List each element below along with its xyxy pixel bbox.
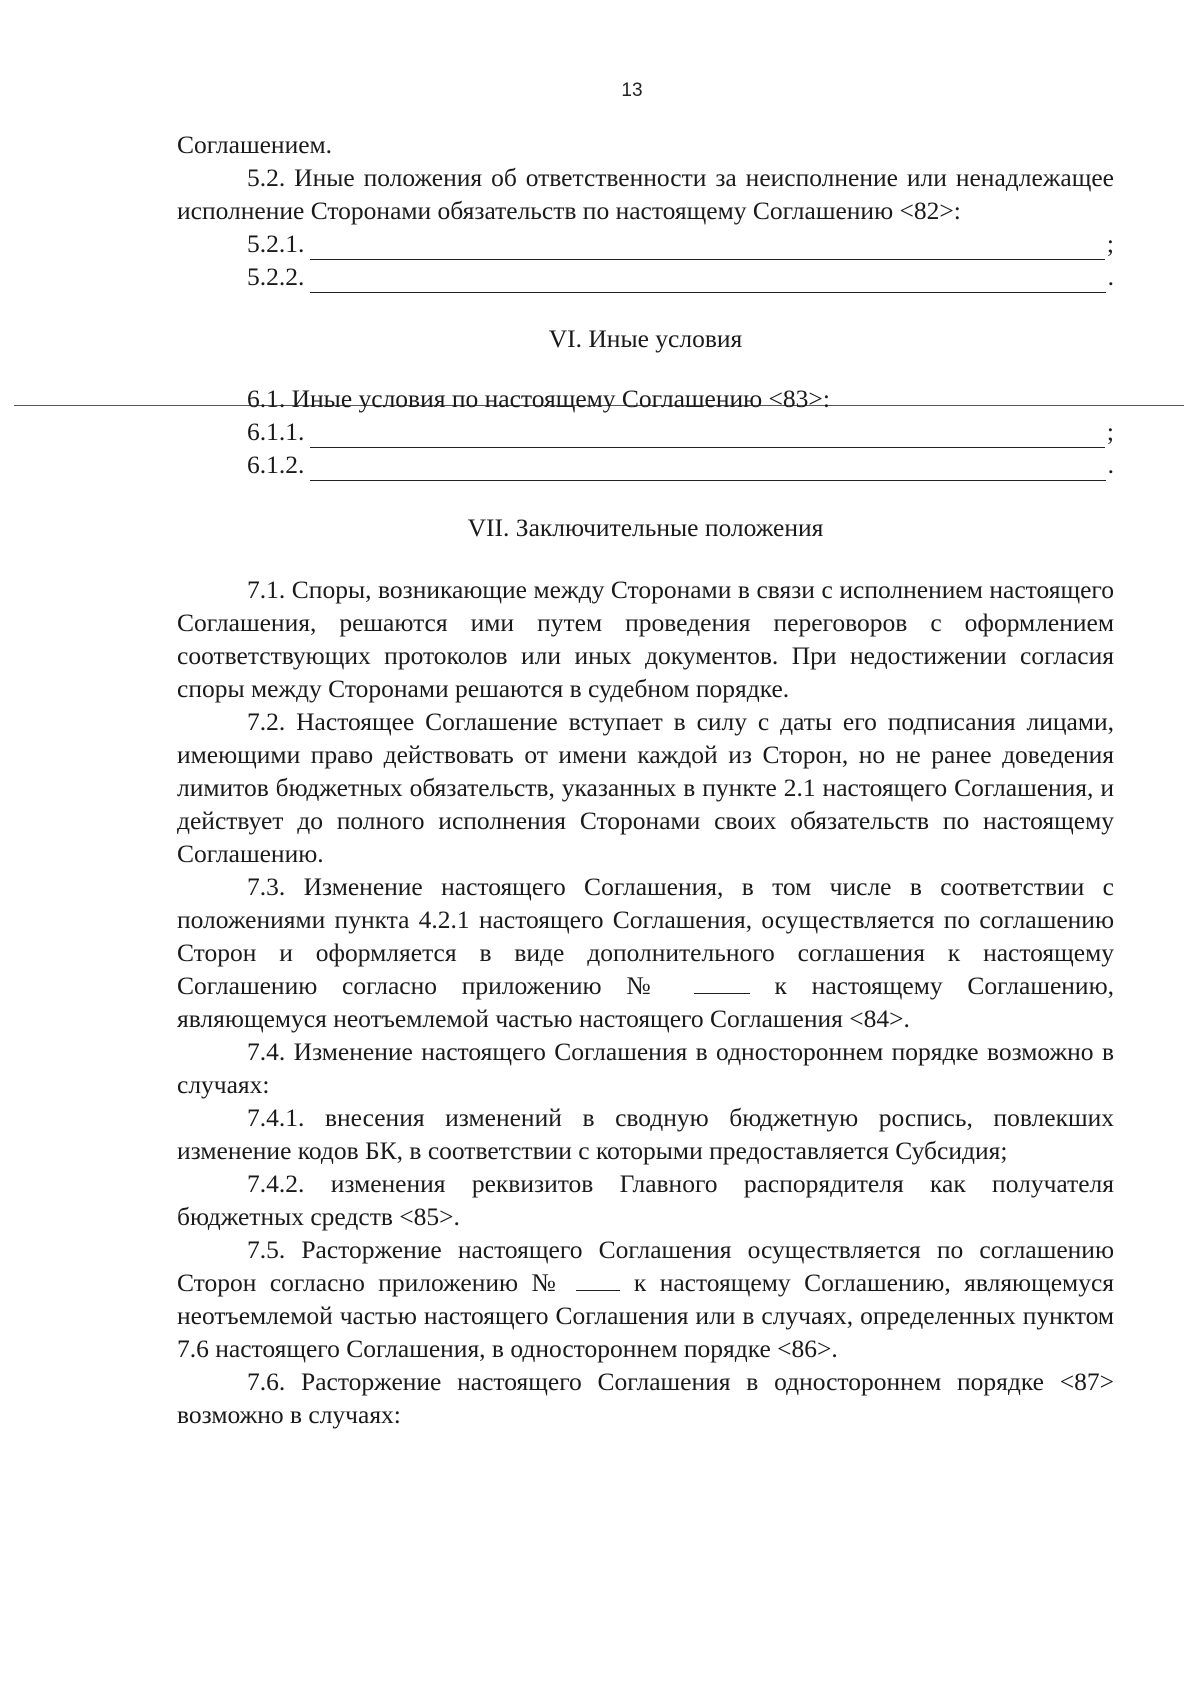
item-end: . (1107, 262, 1114, 291)
paragraph-7-3 (177, 870, 1114, 1035)
item-number: 5.2.2. (247, 262, 305, 291)
item-number: 6.1.1. (247, 417, 305, 446)
blank-line-6-1-1 (177, 415, 1114, 448)
paragraph-7-3-part-a: 7.3. Изменение настоящего Соглашения, в том числе в соответствии с положениями пункта 4.2.1 настоящего Соглашения, осуществляется по соглашению Сторон и оформляется в виде дополнительного соглашения к настоящему Соглашению согласно приложению № (177, 872, 1114, 1000)
fill-line (310, 235, 1105, 260)
appendix-number-blank (694, 973, 750, 994)
fill-line (310, 456, 1105, 481)
blank-line-6-1-2 (177, 448, 1114, 481)
blank-line-5-2-2 (177, 260, 1114, 293)
paragraph-7-4-1: 7.4.1. внесения изменений в сводную бюджетную роспись, повлекших изменение кодов БК, в соответствии с которыми предоставляется Субсидия; (177, 1103, 1114, 1165)
appendix-number-blank (576, 1270, 620, 1291)
paragraph-5-2: 5.2. Иные положения об ответственности за неисполнение или ненадлежащее исполнение Сторонами обязательств по настоящему Соглашению <82>: (177, 163, 1114, 225)
page-number: 13 (621, 80, 643, 101)
paragraph-7-4-2: 7.4.2. изменения реквизитов Главного распорядителя как получателя бюджетных средств <85>. (177, 1169, 1114, 1231)
paragraph-6-1: 6.1. Иные условия по настоящему Соглашению <83>: (247, 384, 830, 413)
item-end: ; (1106, 229, 1114, 258)
paragraph-7-5-part-a: 7.5. Расторжение настоящего Соглашения осуществляется по соглашению Сторон согласно приложению № (177, 1235, 1114, 1297)
item-end: . (1107, 450, 1114, 479)
paragraph-7-5-part-b: к настоящему Соглашению, являющемуся неотъемлемой частью настоящего Соглашения или в случаях, определенных пунктом 7.6 настоящего Соглашения, в одностороннем порядке <86>. (177, 1268, 1114, 1363)
section-heading-6: VI. Иные условия (548, 324, 743, 353)
paragraph-7-5 (177, 1233, 1114, 1365)
fill-line (310, 423, 1105, 448)
fill-line (310, 268, 1105, 293)
item-number: 5.2.1. (247, 229, 305, 258)
paragraph-7-6: 7.6. Расторжение настоящего Соглашения в одностороннем порядке <87> возможно в случаях: (177, 1367, 1114, 1429)
paragraph-7-2: 7.2. Настоящее Соглашение вступает в силу с даты его подписания лицами, имеющими право действовать от имени каждой из Сторон, но не ранее доведения лимитов бюджетных обязательств, указанных в пункте 2.1 настоящего Соглашения, и действует до полного исполнения Сторонами своих обязательств по настоящему Соглашению. (177, 707, 1114, 868)
item-number: 6.1.2. (247, 450, 305, 479)
item-end: ; (1106, 417, 1114, 446)
paragraph-intro: Соглашением. (177, 130, 333, 159)
section-heading-7: VII. Заключительные положения (467, 513, 824, 542)
paragraph-7-3-part-b: к настоящему Соглашению, являющемуся неотъемлемой частью настоящего Соглашения <84>. (177, 971, 1114, 1033)
document-body (177, 128, 1114, 1431)
paragraph-7-4: 7.4. Изменение настоящего Соглашения в одностороннем порядке возможно в случаях: (177, 1037, 1114, 1099)
paragraph-7-1: 7.1. Споры, возникающие между Сторонами в связи с исполнением настоящего Соглашения, решаются ими путем проведения переговоров с оформлением соответствующих протоколов или иных документов. При недостижении согласия споры между Сторонами решаются в судебном порядке. (177, 575, 1114, 703)
blank-line-5-2-1 (177, 227, 1114, 260)
